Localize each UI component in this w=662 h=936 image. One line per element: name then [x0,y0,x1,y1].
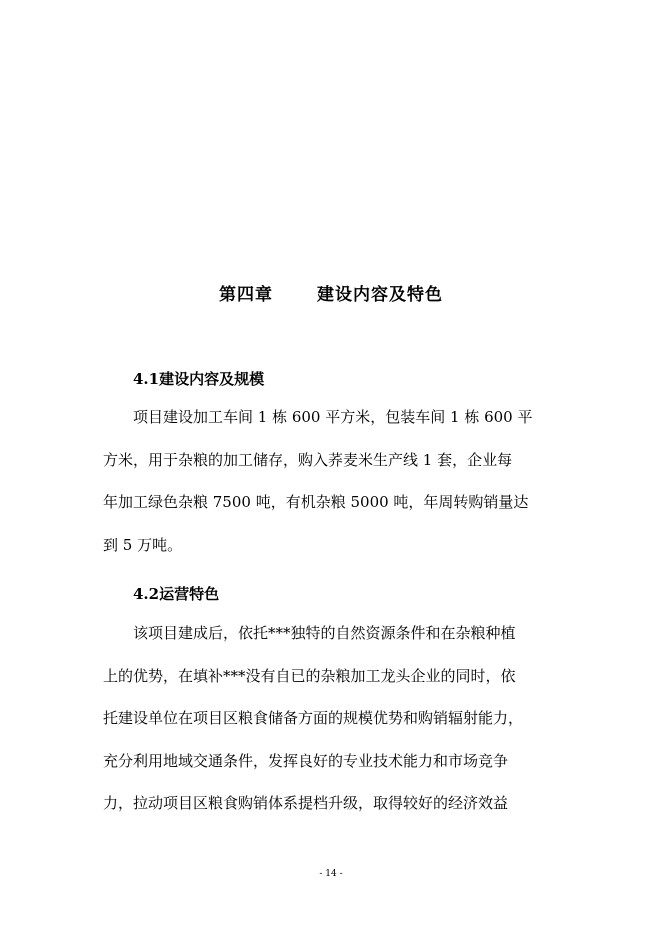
section-heading-4-2: 4.2运营特色 [133,585,220,603]
paragraph-line: 上的优势，在填补***没有自已的杂粮加工龙头企业的同时，依 [103,666,516,685]
chapter-title [0,280,662,305]
chapter-name: 建设内容及特色 [317,285,443,305]
paragraph-line: 年加工绿色杂粮 7500 吨，有机杂粮 5000 吨，年周转购销量达 [103,493,529,511]
section-4-1-paragraph [103,396,555,566]
paragraph-line: 力，拉动项目区粮食购销体系提档升级，取得较好的经济效益 [103,794,509,812]
section-4-2-paragraph [103,612,555,825]
paragraph-line: 项目建设加工车间 1 栋 600 平方米，包装车间 1 栋 600 平 [133,408,533,426]
section-heading-4-1: 4.1建设内容及规模 [133,370,265,388]
paragraph-line: 托建设单位在项目区粮食储备方面的规模优势和购销辐射能力， [103,709,524,727]
paragraph-line: 到 5 万吨。 [103,535,183,554]
paragraph-line: 充分利用地域交通条件，发挥良好的专业技术能力和市场竞争 [103,751,509,770]
chapter-number: 第四章 [219,285,273,305]
page-number: - 14 - [319,869,343,879]
paragraph-line: 该项目建成后，依托***独特的自然资源条件和在杂粮种植 [133,624,516,642]
paragraph-line: 方米，用于杂粮的加工储存，购入荞麦米生产线 1 套，企业每 [103,450,513,469]
